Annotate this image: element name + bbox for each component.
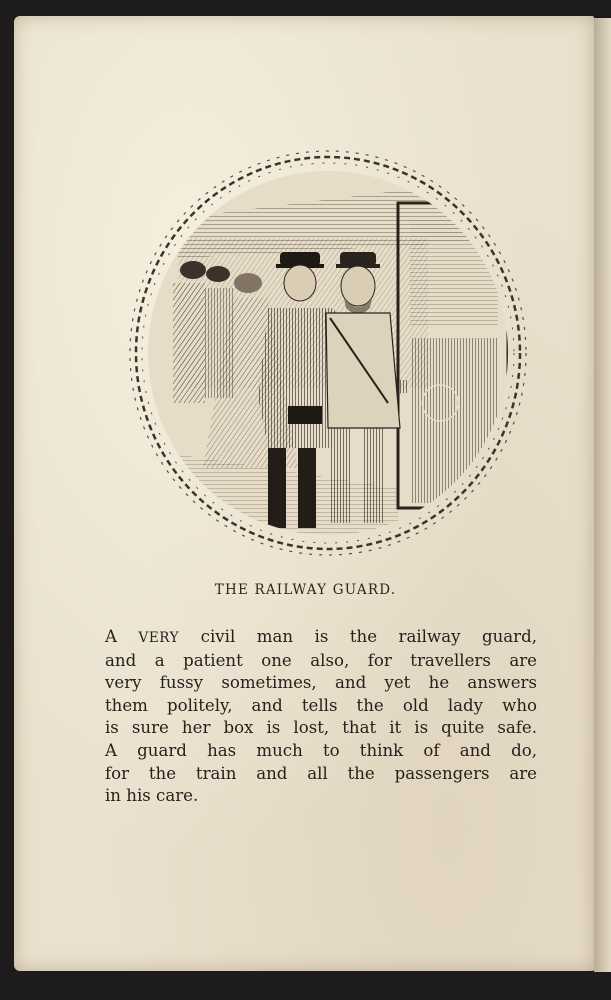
text-line-1-rest: civil man is the railway guard, [200,627,537,646]
adjacent-page-edge [594,18,611,972]
text-line-6: A guard has much to think of and do, [105,740,537,760]
railway-guard-engraving [118,148,538,564]
text-line-7: for the train and all the passengers are [105,763,537,783]
text-line-3: very fussy sometimes, and yet he answers [105,673,537,693]
figure-caption: THE RAILWAY GUARD. [214,582,397,598]
body-paragraph [105,626,537,808]
text-line-1 [105,626,537,650]
text-line-5: is sure her box is lost, that it is quite safe. [105,718,537,738]
small-caps-word: VERY [138,630,180,646]
text-line-2: and a patient one also, for travellers are [105,650,537,670]
text-line-8: in his care. [105,786,199,806]
engraving-scene [138,163,538,564]
drop-initial: A [105,627,117,646]
text-line-4: them politely, and tells the old lady who [105,695,537,715]
